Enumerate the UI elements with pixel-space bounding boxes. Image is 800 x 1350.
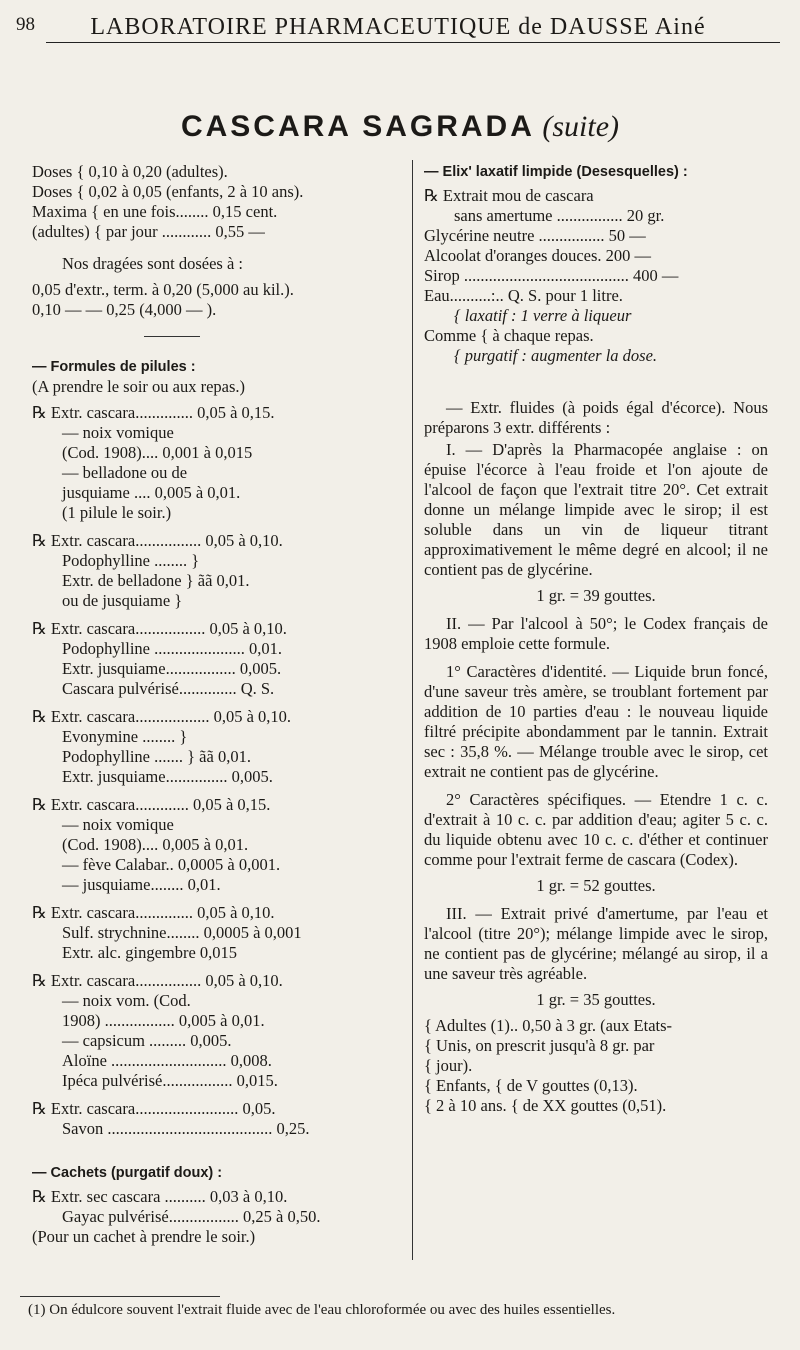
text-line: Savon ........................................ 0,25. <box>62 1119 310 1138</box>
text-line: { Unis, on prescrit jusqu'à 8 gr. par <box>424 1036 655 1055</box>
page-number: 98 <box>16 14 35 35</box>
column-divider <box>412 160 413 1260</box>
text-line: Comme { à chaque repas. <box>424 326 594 345</box>
text-line: — jusquiame........ 0,01. <box>62 875 221 894</box>
text-line: Maxima { en une fois........ 0,15 cent. <box>32 202 278 221</box>
text-line: ℞ Extr. cascara.............. 0,05 à 0,15. <box>32 403 275 422</box>
left-column <box>32 162 404 1247</box>
formula <box>32 1099 404 1139</box>
text-line: { 2 à 10 ans. { de XX gouttes (0,51). <box>424 1096 667 1115</box>
running-title: LABORATOIRE PHARMACEUTIQUE de DAUSSE Ainé <box>90 14 706 40</box>
text-line: — noix vomique <box>62 423 174 442</box>
pilules-section <box>32 357 404 1139</box>
section-title <box>0 110 800 144</box>
paragraph: III. — Extrait privé d'amertume, par l'eau et l'alcool (titre 20°); mélange limpide avec le sirop, ne contient pas de glycérine; mélangé au sirop, il a une saveur très agréable. <box>424 904 768 983</box>
text-line: Extr. jusquiame............... 0,005. <box>62 767 273 786</box>
text-line: Glycérine neutre ................ 50 — <box>424 226 646 245</box>
text-line: { jour). <box>424 1056 473 1075</box>
text-line: ℞ Extr. cascara................. 0,05 à 0,10. <box>32 619 287 638</box>
formula <box>32 971 404 1091</box>
text-line: Extr. jusquiame................. 0,005. <box>62 659 282 678</box>
text-line: Extr. de belladone } ãã 0,01. <box>62 571 250 590</box>
text-line: { laxatif : 1 verre à liqueur <box>454 306 632 325</box>
title-suite: (suite) <box>542 110 620 143</box>
text-line: Eau..........:.. Q. S. pour 1 litre. <box>424 286 623 305</box>
separator <box>144 336 200 337</box>
text-line: Doses { 0,10 à 0,20 (adultes). <box>32 162 228 181</box>
text-line: — fève Calabar.. 0,0005 à 0,001. <box>62 855 281 874</box>
text-line: Podophylline ........ } <box>62 551 200 570</box>
text-line: { purgatif : augmenter la dose. <box>454 346 658 365</box>
header-rule <box>46 42 780 43</box>
elixir-section <box>424 162 768 366</box>
elixir-heading: — Elix' laxatif limpide (Desesquelles) : <box>424 164 688 180</box>
text-line: — noix vom. (Cod. <box>62 991 191 1010</box>
text-line: ℞ Extr. sec cascara .......... 0,03 à 0,10. <box>32 1187 288 1206</box>
text-line: jusquiame .... 0,005 à 0,01. <box>62 483 241 502</box>
formula <box>32 903 404 963</box>
drops-equivalence: 1 gr. = 52 gouttes. <box>536 876 656 895</box>
text-line: (1 pilule le soir.) <box>62 503 172 522</box>
formula <box>32 619 404 699</box>
text-line: Aloïne ............................ 0,008. <box>62 1051 272 1070</box>
text-line: (Cod. 1908).... 0,001 à 0,015 <box>62 443 253 462</box>
formula <box>32 403 404 523</box>
paragraph: 2° Caractères spécifiques. — Etendre 1 c. c. d'extrait à 10 c. c. par addition d'eau; agiter 5 c. c. du liquide obtenu avec 10 c. c. d'éther et continuer comme pour l'extrait ferme de cascara (Codex). <box>424 790 768 869</box>
text-line: Podophylline ...................... 0,01. <box>62 639 283 658</box>
paragraph: II. — Par l'alcool à 50°; le Codex français de 1908 emploie cette formule. <box>424 614 768 653</box>
doses-block <box>32 162 404 242</box>
text-line: Doses { 0,02 à 0,05 (enfants, 2 à 10 ans). <box>32 182 304 201</box>
text-line: ℞ Extrait mou de cascara <box>424 186 594 205</box>
text-line: Sulf. strychnine........ 0,0005 à 0,001 <box>62 923 302 942</box>
text-line: (adultes) { par jour ............ 0,55 — <box>32 222 265 241</box>
pilules-heading: — Formules de pilules : <box>32 359 196 375</box>
footnote-rule <box>20 1296 220 1297</box>
dragees-block <box>32 254 404 320</box>
text-line: Nos dragées sont dosées à : <box>62 254 244 273</box>
text-line: Gayac pulvérisé................. 0,25 à 0,50. <box>62 1207 321 1226</box>
formula <box>32 707 404 787</box>
text-line: Alcoolat d'oranges douces. 200 — <box>424 246 652 265</box>
cachets-heading: — Cachets (purgatif doux) : <box>32 1165 223 1181</box>
formula <box>32 531 404 611</box>
text-line: (Pour un cachet à prendre le soir.) <box>32 1227 256 1246</box>
text-line: 0,10 — — 0,25 (4,000 — ). <box>32 300 217 319</box>
text-line: sans amertume ................ 20 gr. <box>454 206 665 225</box>
text-line: 1908) ................. 0,005 à 0,01. <box>62 1011 265 1030</box>
text-line: 0,05 d'extr., term. à 0,20 (5,000 au kil.). <box>32 280 294 299</box>
text-line: ℞ Extr. cascara.............. 0,05 à 0,10. <box>32 903 275 922</box>
text-line: — belladone ou de <box>62 463 188 482</box>
text-line: { Enfants, { de V gouttes (0,13). <box>424 1076 638 1095</box>
text-line: — capsicum ......... 0,005. <box>62 1031 232 1050</box>
text-line: Extr. alc. gingembre 0,015 <box>62 943 238 962</box>
text-line: ℞ Extr. cascara.................. 0,05 à 0,10. <box>32 707 292 726</box>
text-line: Podophylline ....... } ãã 0,01. <box>62 747 251 766</box>
page-header <box>16 14 780 44</box>
text-line: { Adultes (1).. 0,50 à 3 gr. (aux Etats- <box>424 1016 673 1035</box>
text-line: ℞ Extr. cascara................ 0,05 à 0,10. <box>32 531 283 550</box>
extraits-heading: — Extr. fluides (à poids égal d'écorce). Nous préparons 3 extr. différents : <box>424 398 768 437</box>
title-main: CASCARA SAGRADA <box>180 110 535 143</box>
text-line: — noix vomique <box>62 815 174 834</box>
paragraph: 1° Caractères d'identité. — Liquide brun foncé, d'une saveur très amère, se troublant fortement par addition de 10 parties d'eau : le nouveau liquide filtré précipite abondamment par le tannin. Extrait sec : 35,8 %. — Mélange trouble avec le sirop, cet extrait ne contient pas de glycérine. <box>424 662 768 781</box>
text-line: ℞ Extr. cascara................ 0,05 à 0,10. <box>32 971 283 990</box>
footnote: (1) On édulcore souvent l'extrait fluide avec de l'eau chloroformée ou avec des huiles essentielles. <box>28 1302 616 1318</box>
right-column <box>424 162 768 1116</box>
text-line: Sirop ........................................ 400 — <box>424 266 679 285</box>
text-line: Cascara pulvérisé.............. Q. S. <box>62 679 275 698</box>
extraits-section <box>424 398 768 1116</box>
drops-equivalence: 1 gr. = 35 gouttes. <box>536 990 656 1009</box>
text-line: ℞ Extr. cascara............. 0,05 à 0,15. <box>32 795 271 814</box>
text-line: Ipéca pulvérisé................. 0,015. <box>62 1071 278 1090</box>
text-line: ou de jusquiame } <box>62 591 183 610</box>
text-line: Evonymine ........ } <box>62 727 188 746</box>
cachets-section <box>32 1163 404 1247</box>
text-line: ℞ Extr. cascara......................... 0,05. <box>32 1099 276 1118</box>
dosage-block <box>424 1016 768 1116</box>
drops-equivalence: 1 gr. = 39 gouttes. <box>536 586 656 605</box>
paragraph: I. — D'après la Pharmacopée anglaise : on épuise l'écorce à l'eau froide et l'on ajoute de l'alcool de façon que l'extrait titre 20°. Cet extrait donne un mélange limpide avec le sirop; il est soluble dans un vin de liqueur titrant approximativement le même degré en alcool; il ne contient pas de glycérine. <box>424 440 768 579</box>
text-line: (Cod. 1908).... 0,005 à 0,01. <box>62 835 249 854</box>
pilules-note: (A prendre le soir ou aux repas.) <box>32 377 246 396</box>
formula <box>32 795 404 895</box>
